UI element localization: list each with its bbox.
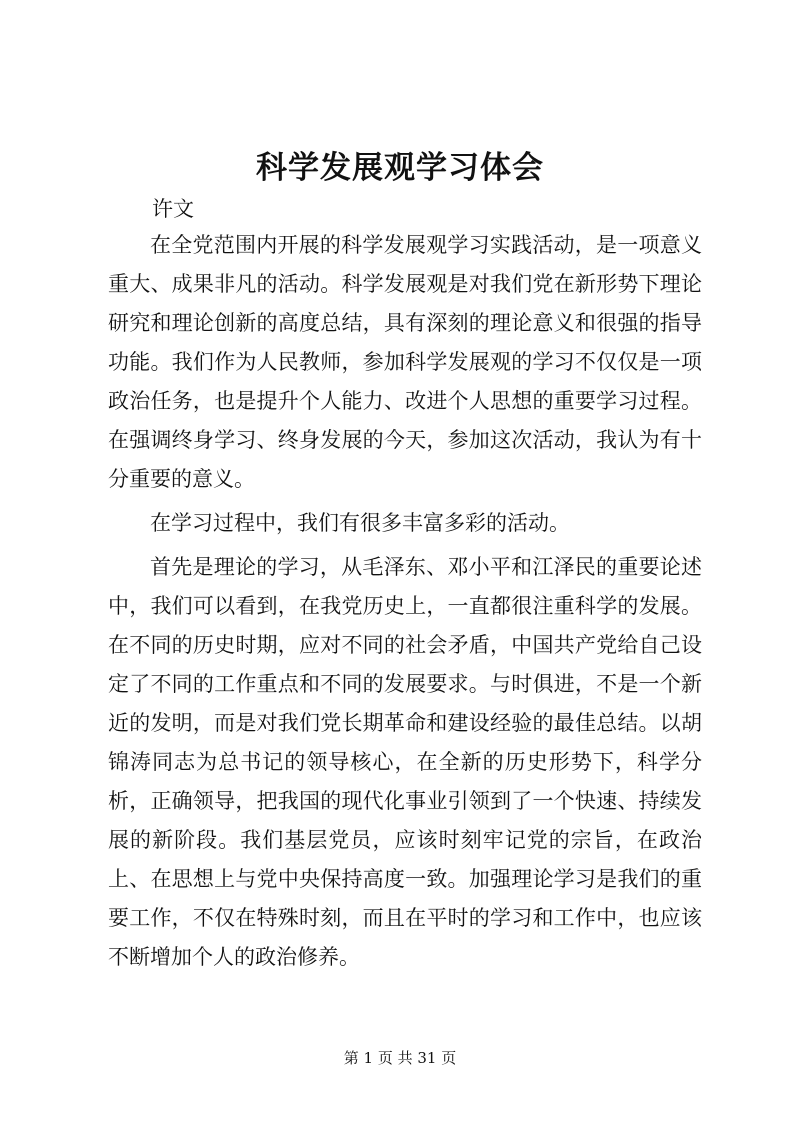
paragraph-3: 首先是理论的学习，从毛泽东、邓小平和江泽民的重要论述中，我们可以看到，在我党历史上，一直都很注重科学的发展。在不同的历史时期，应对不同的社会矛盾，中国共产党给自己设定了不同的工作重点和不同的发展要求。与时俱进，不是一个新近的发明，而是对我们党长期革命和建设经验的最佳总结。以胡锦涛同志为总书记的领导核心，在全新的历史形势下，科学分析，正确领导，把我国的现代化事业引领到了一个快速、持续发展的新阶段。我们基层党员，应该时刻牢记党的宗旨，在政治上、在思想上与党中央保持高度一致。加强理论学习是我们的重要工作，不仅在特殊时刻，而且在平时的学习和工作中，也应该不断增加个人的政治修养。 bbox=[108, 555, 702, 969]
page-number-footer: 第 1 页 共 31 页 bbox=[343, 1049, 457, 1067]
paragraph-2: 在学习过程中，我们有很多丰富多彩的活动。 bbox=[150, 511, 570, 535]
document-title: 科学发展观学习体会 bbox=[256, 150, 544, 186]
document-body bbox=[108, 226, 702, 982]
author-name: 许文 bbox=[152, 197, 194, 221]
paragraph-1: 在全党范围内开展的科学发展观学习实践活动，是一项意义重大、成果非凡的活动。科学发展观是对我们党在新形势下理论研究和理论创新的高度总结，具有深刻的理论意义和很强的指导功能。我们作为人民教师，参加科学发展观的学习不仅仅是一项政治任务，也是提升个人能力、改进个人思想的重要学习过程。在强调终身学习、终身发展的今天，参加这次活动，我认为有十分重要的意义。 bbox=[108, 233, 702, 491]
